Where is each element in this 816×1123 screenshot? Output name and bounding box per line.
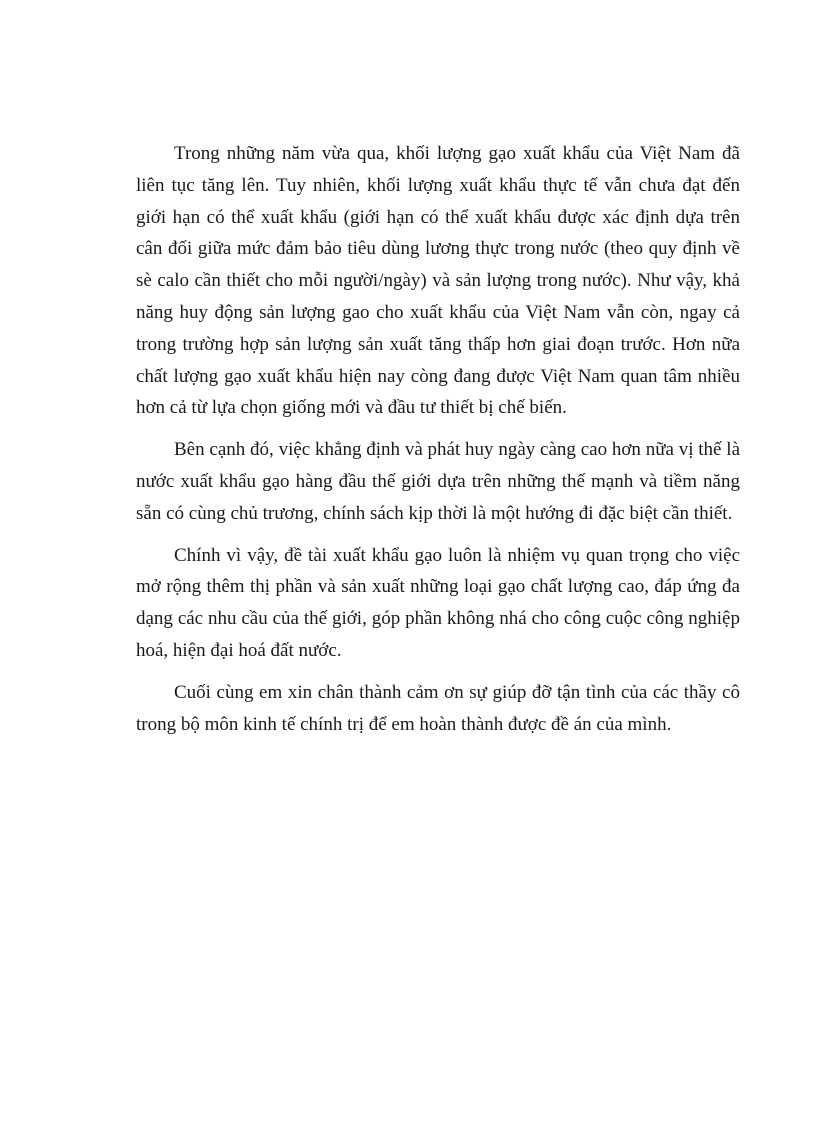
paragraph-2: Bên cạnh đó, việc khẳng định và phát huy ngày càng cao hơn nữa vị thế là nước xuất khẩu gạo hàng đầu thế giới dựa trên những thế mạnh và tiềm năng sẵn có cùng chủ trương, chính sách kịp thời là một hướng đi đặc biệt cần thiết.	[136, 439, 740, 524]
body-text	[136, 138, 740, 750]
paragraph-3: Chính vì vậy, đề tài xuất khẩu gạo luôn là nhiệm vụ quan trọng cho việc mở rộng thêm thị phần và sản xuất những loại gạo chất lượng cao, đáp ứng đa dạng các nhu cầu của thế giới, góp phần không nhá cho công cuộc công nghiệp hoá, hiện đại hoá đất nước.	[136, 544, 740, 661]
paragraph-1: Trong những năm vừa qua, khối lượng gạo xuất khẩu của Việt Nam đã liên tục tăng lên. Tuy nhiên, khối lượng xuất khẩu thực tế vẫn chưa đạt đến giới hạn có thể xuất khẩu (giới hạn có thể xuất khẩu được xác định dựa trên cân đối giữa mức đảm bảo tiêu dùng lương thực trong nước (theo quy định về sè calo cần thiết cho mỗi người/ngày) và sản lượng trong nước). Như vậy, khả năng huy động sản lượng gao cho xuất khẩu của Việt Nam vẫn còn, ngay cả trong trường hợp sản lượng sản xuất tăng thấp hơn giai đoạn trước. Hơn nữa chất lượng gạo xuất khẩu hiện nay còng đang được Việt Nam quan tâm nhiều hơn cả từ lựa chọn giống mới và đầu tư thiết bị chế biến.	[136, 143, 740, 419]
paragraph-4: Cuối cùng em xin chân thành cảm ơn sự giúp đỡ tận tình của các thầy cô trong bộ môn kinh tế chính trị để em hoàn thành được đề án của mình.	[136, 681, 740, 735]
